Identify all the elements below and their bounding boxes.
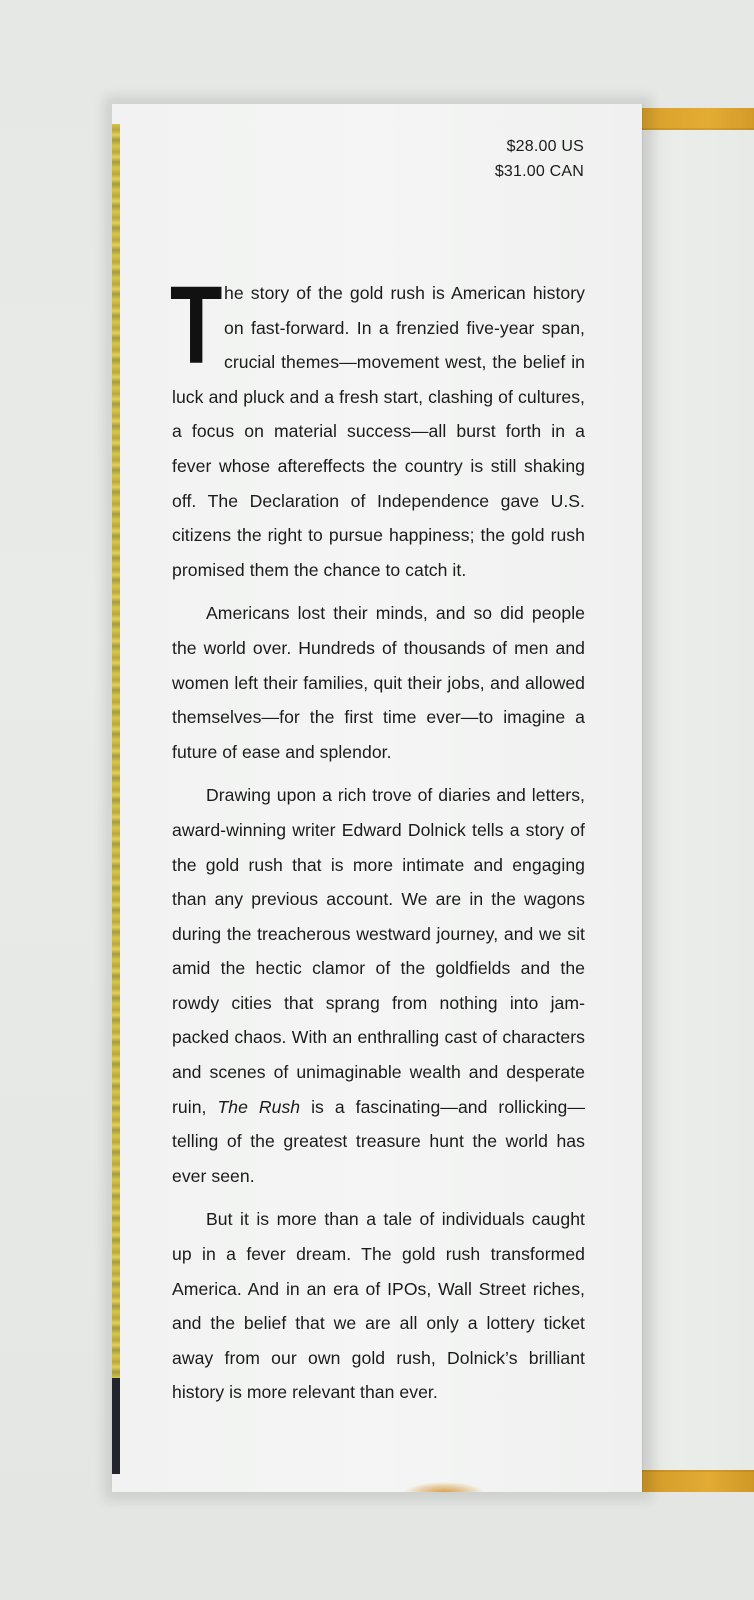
jacket-spine-dark-band [112, 1378, 120, 1474]
paragraph-4: But it is more than a tale of individuals caught up in a fever dream. The gold rush transformed America. And in an era of IPOs, Wall Street riches, and the belief that we are all only a lottery ticket away from our own gold rush, Dolnick’s brilliant history is more relevant than ever. [172, 1209, 585, 1403]
paragraph-3-text-after: is a fascinating—and rollicking—telling of the greatest treasure hunt the world has ever seen. [172, 1096, 585, 1186]
gold-page-edge-bottom [640, 1470, 754, 1492]
drop-cap: T [170, 264, 223, 387]
jacket-spine-edge [112, 124, 120, 1452]
price-can: $31.00 CAN [494, 163, 584, 180]
paragraph-3-text-before: Drawing upon a rich trove of diaries and letters, award-winning writer Edward Dolnick tells a story of the gold rush that is more intimate and engaging than any previous account. We are in the wagons during the treacherous westward journey, and we sit amid the hectic clamor of the goldfields and the rowdy cities that sprang from nothing into jam-packed chaos. With an enthralling cast of characters and scenes of unimaginable wealth and desperate ruin, [172, 785, 585, 1117]
flap-bottom-wear [404, 1482, 484, 1492]
price-us: $28.00 US [506, 138, 584, 155]
paragraph-1 [170, 264, 585, 587]
paragraph-2: Americans lost their minds, and so did people the world over. Hundreds of thousands of men and women left their families, quit their jobs, and allowed themselves—for the first time ever—to imagine a future of ease and splendor. [172, 603, 585, 762]
book-title-italic: The Rush [217, 1096, 301, 1117]
gold-page-edge-top [640, 108, 754, 130]
paragraph-3 [172, 778, 585, 1193]
jacket-flap [112, 104, 642, 1492]
endpaper [640, 130, 754, 1470]
paragraph-1-text: he story of the gold rush is American history on fast-forward. In a frenzied five-year span, crucial themes—movement west, the belief in luck and pluck and a fresh start, clashing of cultures, a focus on material success—all burst forth in a fever whose aftereffects the country is still shaking off. The Declaration of Independence gave U.S. citizens the right to pursue happiness; the gold rush promised them the chance to catch it. [172, 283, 585, 580]
flap-copy [170, 264, 585, 1419]
price-block [495, 134, 584, 184]
